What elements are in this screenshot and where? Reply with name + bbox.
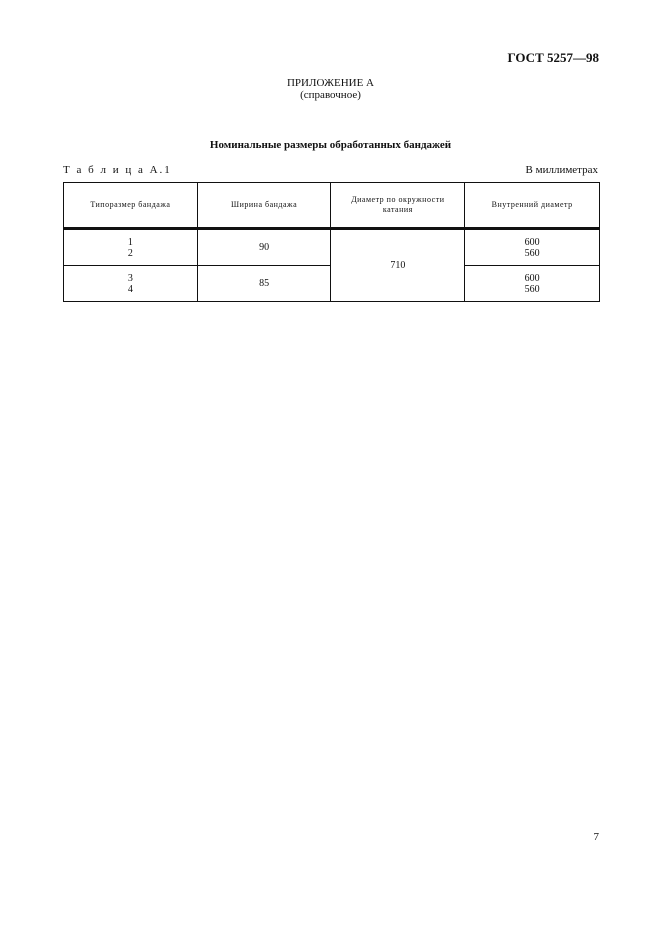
size-value: 3 bbox=[127, 272, 133, 284]
header-size: Типоразмер бандажа bbox=[64, 183, 198, 229]
appendix-subtitle: (справочное) bbox=[300, 89, 361, 101]
dimensions-table bbox=[63, 182, 600, 302]
inner-value: 600 bbox=[524, 236, 540, 248]
appendix-heading bbox=[0, 77, 661, 101]
header-inner-diameter: Внутренний диаметр bbox=[465, 183, 600, 229]
standard-number: ГОСТ 5257—98 bbox=[507, 50, 599, 65]
size-value: 4 bbox=[127, 283, 133, 295]
section-title: Номинальные размеры обработанных бандажей bbox=[209, 139, 452, 151]
cell-size bbox=[64, 266, 198, 302]
cell-rolling-diameter: 710 bbox=[331, 229, 465, 302]
table-header-row bbox=[64, 183, 600, 229]
cell-size bbox=[64, 229, 198, 266]
inner-value: 600 bbox=[524, 272, 540, 284]
appendix-title: ПРИЛОЖЕНИЕ А bbox=[286, 77, 374, 89]
inner-value: 560 bbox=[524, 247, 540, 259]
cell-inner bbox=[465, 266, 600, 302]
cell-width: 90 bbox=[197, 229, 331, 266]
header-width: Ширина бандажа bbox=[197, 183, 331, 229]
cell-width: 85 bbox=[197, 266, 331, 302]
header-rolling-diameter: Диаметр по окружности катания bbox=[331, 183, 465, 229]
page-number: 7 bbox=[593, 831, 599, 843]
table-row bbox=[64, 229, 600, 266]
size-value: 1 bbox=[127, 236, 133, 248]
size-value: 2 bbox=[127, 247, 133, 259]
table-units: В миллиметрах bbox=[525, 164, 598, 176]
table-label: Т а б л и ц а А.1 bbox=[63, 164, 172, 176]
cell-inner bbox=[465, 229, 600, 266]
inner-value: 560 bbox=[524, 283, 540, 295]
